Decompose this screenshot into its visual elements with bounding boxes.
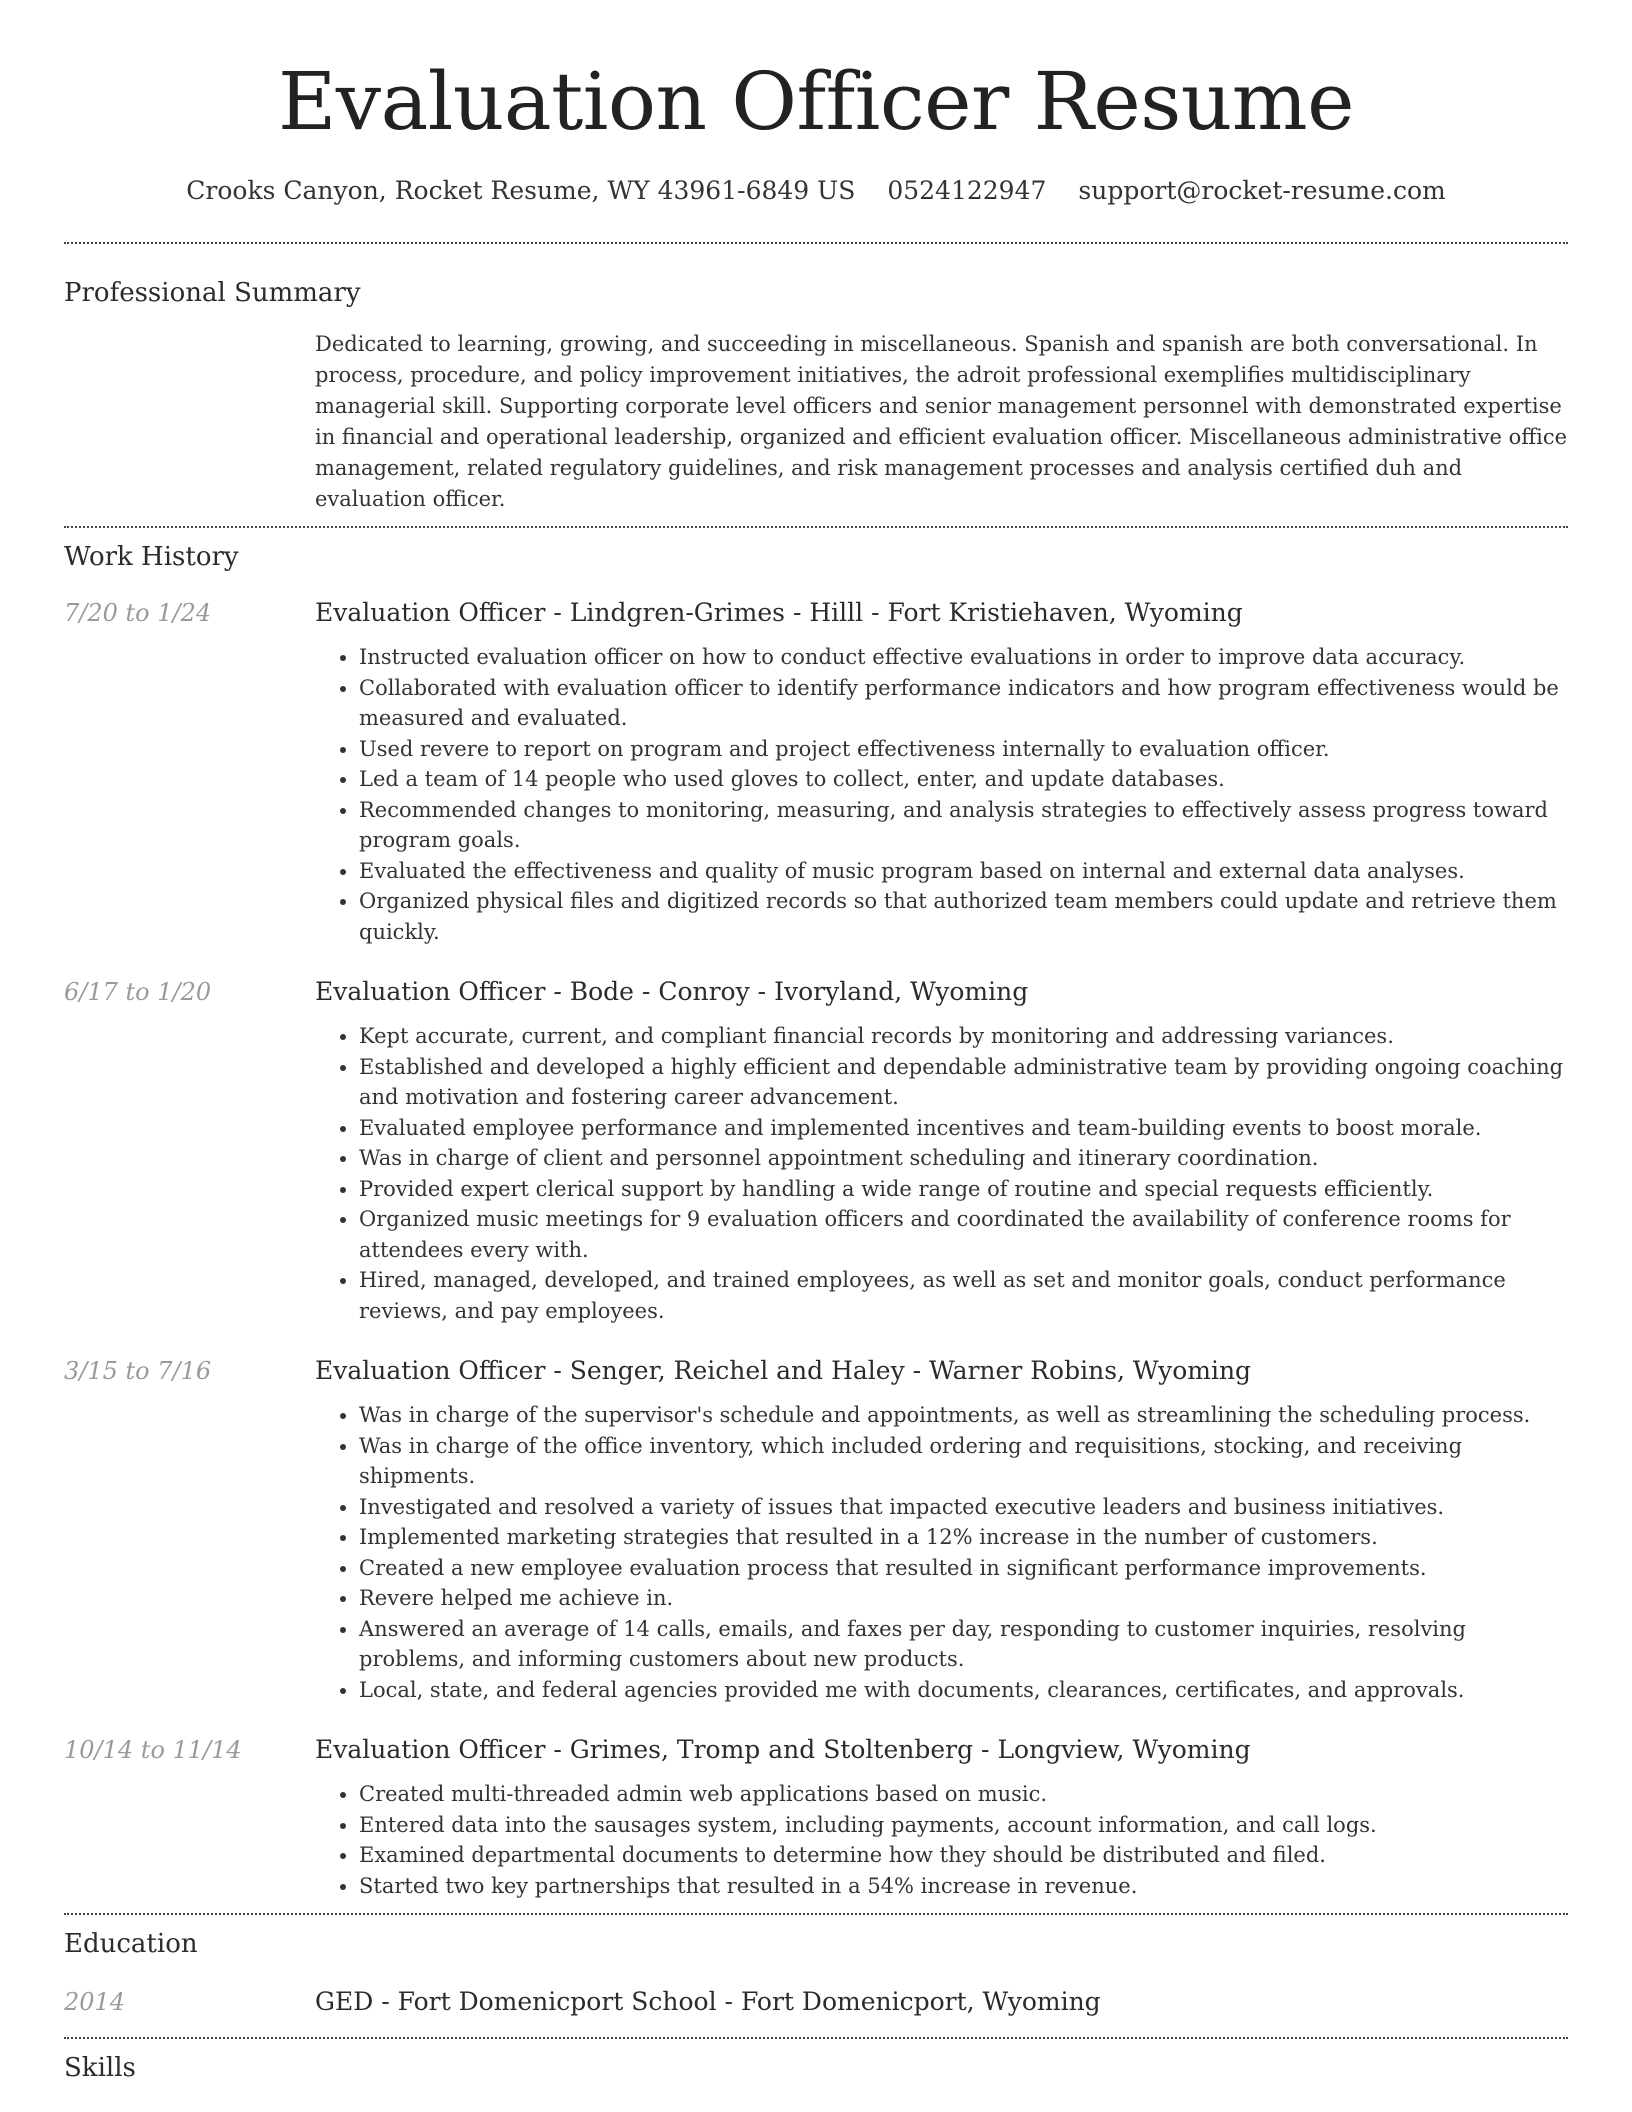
job-bullets: [315, 1779, 1568, 1901]
job-bullet: • Provided expert clerical support by handling a wide range of routine and special requests efficiently.: [359, 1174, 1568, 1205]
education-year: 2014: [64, 1988, 126, 2016]
job-dates: 3/15 to 7/16: [64, 1357, 212, 1385]
job-bullets: [315, 642, 1568, 947]
job-bullet: • Created multi-threaded admin web applications based on music.: [359, 1779, 1568, 1810]
job-bullet: • Instructed evaluation officer on how to conduct effective evaluations in order to improve data accuracy.: [359, 642, 1568, 673]
job-bullet: • Examined departmental documents to determine how they should be distributed and filed.: [359, 1840, 1568, 1871]
job-bullet: • Was in charge of the supervisor's schedule and appointments, as well as streamlining the scheduling process.: [359, 1400, 1568, 1431]
contact-address: Crooks Canyon, Rocket Resume, WY 43961-6849 US: [186, 176, 856, 205]
job-bullet: • Hired, managed, developed, and trained employees, as well as set and monitor goals, conduct performance reviews, and pay employees.: [359, 1265, 1568, 1326]
job-entry: [64, 1733, 1568, 1901]
job-bullet: • Led a team of 14 people who used gloves to collect, enter, and update databases.: [359, 764, 1568, 795]
job-title: Evaluation Officer - Bode - Conroy - Ivoryland, Wyoming: [315, 977, 1029, 1006]
summary-section: [64, 276, 1568, 515]
contact-phone: 0524122947: [887, 176, 1047, 205]
skills-section: [64, 2051, 1568, 2085]
job-bullet: • Created a new employee evaluation process that resulted in significant performance improvements.: [359, 1553, 1568, 1584]
job-entry: [64, 975, 1568, 1326]
job-bullet: • Evaluated employee performance and implemented incentives and team-building events to boost morale.: [359, 1113, 1568, 1144]
job-bullet: • Revere helped me achieve in.: [359, 1583, 1568, 1614]
divider: [64, 242, 1568, 244]
job-bullet: • Collaborated with evaluation officer to identify performance indicators and how program effectiveness would be measured and evaluated.: [359, 673, 1568, 734]
divider: [64, 526, 1568, 528]
education-entry: [64, 1985, 1568, 2019]
divider: [64, 2037, 1568, 2039]
job-bullet: • Started two key partnerships that resulted in a 54% increase in revenue.: [359, 1871, 1568, 1902]
job-dates: 10/14 to 11/14: [64, 1736, 242, 1764]
job-bullet: • Implemented marketing strategies that resulted in a 12% increase in the number of customers.: [359, 1522, 1568, 1553]
job-dates: 6/17 to 1/20: [64, 978, 212, 1006]
job-entry: [64, 596, 1568, 947]
job-bullet: • Was in charge of client and personnel appointment scheduling and itinerary coordination.: [359, 1143, 1568, 1174]
job-title: Evaluation Officer - Grimes, Tromp and Stoltenberg - Longview, Wyoming: [315, 1735, 1251, 1764]
education-section: [64, 1927, 1568, 2019]
job-bullet: • Recommended changes to monitoring, measuring, and analysis strategies to effectively assess progress toward program goals.: [359, 795, 1568, 856]
education-title: GED - Fort Domenicport School - Fort Domenicport, Wyoming: [315, 1987, 1101, 2016]
job-bullet: • Was in charge of the office inventory, which included ordering and requisitions, stocking, and receiving shipments.: [359, 1431, 1568, 1492]
job-bullet: • Entered data into the sausages system, including payments, account information, and call logs.: [359, 1810, 1568, 1841]
job-title: Evaluation Officer - Lindgren-Grimes - Hilll - Fort Kristiehaven, Wyoming: [315, 598, 1243, 627]
summary-text: Dedicated to learning, growing, and succeeding in miscellaneous. Spanish and spanish are both conversational. In process, procedure, and policy improvement initiatives, the adroit professional exemplifies multidisciplinary managerial skill. Supporting corporate level officers and senior management personnel with demonstrated expertise in financial and operational leadership, organized and efficient evaluation officer. Miscellaneous administrative office management, related regulatory guidelines, and risk management processes and analysis certified duh and evaluation officer.: [315, 332, 1568, 511]
resume-title: Evaluation Officer Resume: [277, 55, 1354, 148]
summary-spacer: [64, 329, 315, 515]
job-dates: 7/20 to 1/24: [64, 599, 212, 627]
work-history-section: [64, 540, 1568, 1901]
job-bullet: • Established and developed a highly efficient and dependable administrative team by providing ongoing coaching and motivation and fostering career advancement.: [359, 1052, 1568, 1113]
section-heading-skills: Skills: [64, 2053, 136, 2083]
job-bullet: • Investigated and resolved a variety of issues that impacted executive leaders and business initiatives.: [359, 1492, 1568, 1523]
job-title: Evaluation Officer - Senger, Reichel and Haley - Warner Robins, Wyoming: [315, 1356, 1252, 1385]
job-bullet: • Evaluated the effectiveness and quality of music program based on internal and external data analyses.: [359, 856, 1568, 887]
contact-line: [64, 174, 1568, 208]
job-bullet: • Organized physical files and digitized records so that authorized team members could update and retrieve them quickly.: [359, 886, 1568, 947]
job-bullet: • Organized music meetings for 9 evaluation officers and coordinated the availability of conference rooms for attendees every with.: [359, 1204, 1568, 1265]
job-bullets: [315, 1021, 1568, 1326]
job-bullets: [315, 1400, 1568, 1705]
section-heading-summary: Professional Summary: [64, 278, 361, 308]
job-bullet: • Kept accurate, current, and compliant financial records by monitoring and addressing variances.: [359, 1021, 1568, 1052]
contact-email: support@rocket-resume.com: [1078, 176, 1446, 205]
section-heading-education: Education: [64, 1929, 198, 1959]
job-bullet: • Used revere to report on program and project effectiveness internally to evaluation officer.: [359, 734, 1568, 765]
section-heading-work-history: Work History: [64, 542, 239, 572]
job-bullet: • Local, state, and federal agencies provided me with documents, clearances, certificates, and approvals.: [359, 1675, 1568, 1706]
divider: [64, 1913, 1568, 1915]
job-bullet: • Answered an average of 14 calls, emails, and faxes per day, responding to customer inquiries, resolving problems, and informing customers about new products.: [359, 1614, 1568, 1675]
job-entry: [64, 1354, 1568, 1705]
